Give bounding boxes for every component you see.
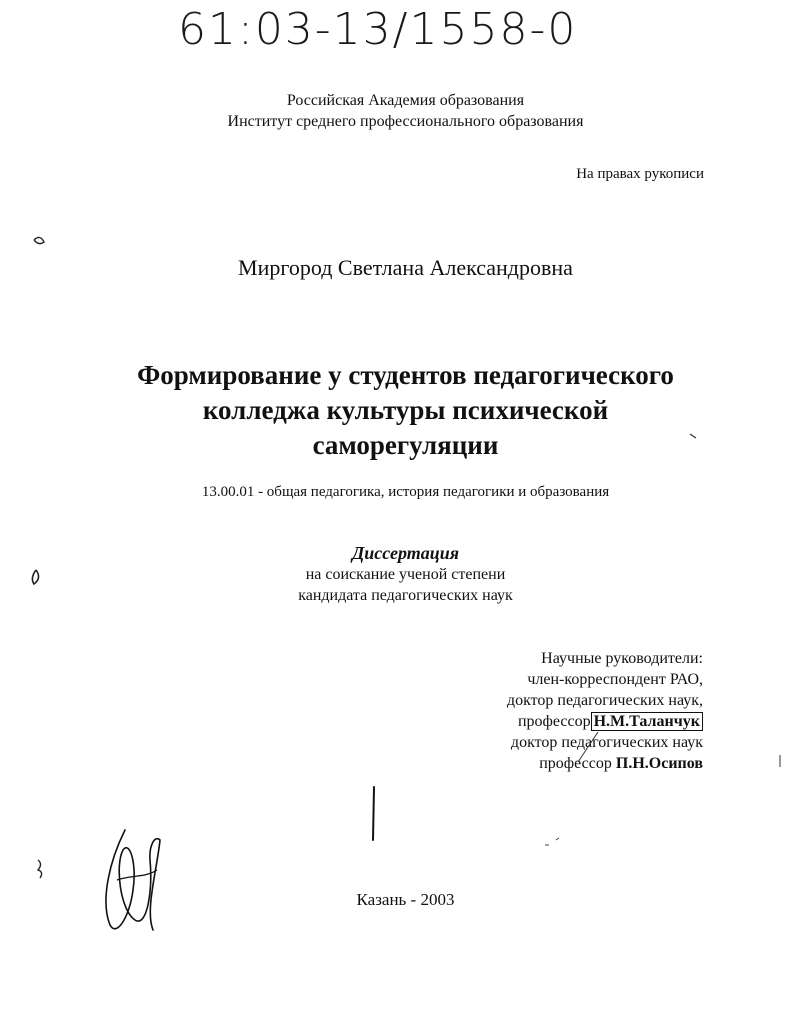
dissertation-heading: Диссертация — [351, 543, 460, 563]
advisor-title-3: доктор педагогических наук — [510, 734, 703, 751]
advisor-1-rank: профессор — [517, 713, 591, 730]
title-line-3: саморегуляции — [312, 430, 499, 460]
title-line-1: Формирование у студентов педагогического — [137, 360, 674, 390]
advisor-title-1: член-корреспондент РАО, — [527, 671, 703, 688]
organization-line-1: Российская Академия образования — [286, 92, 525, 109]
title-line-2: колледжа культуры психической — [202, 395, 609, 425]
author-name: Миргород Светлана Александровна — [238, 255, 573, 280]
city-year: Казань - 2003 — [356, 890, 455, 909]
handwritten-archive-number: 61:03-13/1558-0 — [178, 4, 578, 55]
degree-line-2: кандидата педагогических наук — [298, 587, 513, 604]
degree-line-1: на соискание ученой степени — [305, 566, 506, 583]
advisor-2-rank: профессор — [539, 755, 612, 772]
advisor-1-name: Н.М.Таланчук — [591, 712, 703, 731]
specialty-code: 13.00.01 - общая педагогика, история педагогики и образования — [201, 484, 610, 500]
advisor-title-2: доктор педагогических наук, — [506, 692, 703, 709]
advisor-2-name: П.Н.Осипов — [615, 755, 703, 772]
manuscript-rights: На правах рукописи — [576, 166, 704, 182]
organization-line-2: Институт среднего профессионального образования — [227, 113, 584, 130]
advisors-heading: Научные руководители: — [541, 650, 703, 667]
